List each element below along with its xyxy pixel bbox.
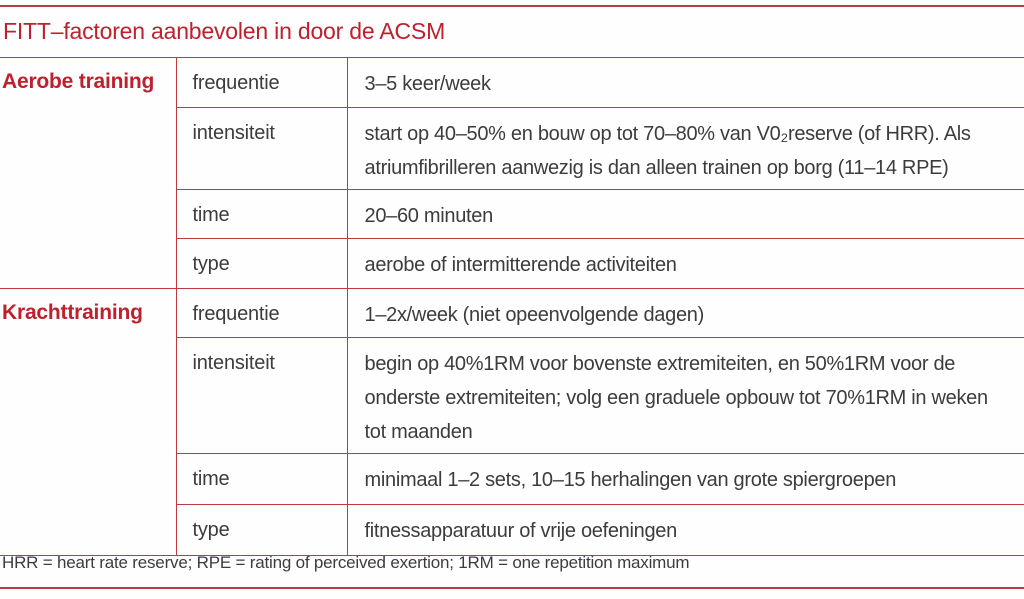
factor-cell: intensiteit [176, 108, 347, 190]
top-rule [0, 5, 1024, 7]
factor-cell: type [176, 505, 347, 556]
factor-cell: type [176, 239, 347, 289]
value-cell: begin op 40%1RM voor bovenste extremiteiten, en 50%1RM voor de onderste extremiteiten; volg een graduele opbouw tot 70%1RM in weken tot maanden [347, 338, 1024, 454]
factor-cell: frequentie [176, 289, 347, 338]
factor-cell: time [176, 190, 347, 239]
value-cell: minimaal 1–2 sets, 10–15 herhalingen van grote spiergroepen [347, 454, 1024, 505]
factor-cell: intensiteit [176, 338, 347, 454]
value-cell: start op 40–50% en bouw op tot 70–80% van V0₂reserve (of HRR). Als atriumfibrilleren aanwezig is dan alleen trainen op borg (11–14 RPE) [347, 108, 1024, 190]
page-title: FITT–factoren aanbevolen in door de ACSM [3, 18, 446, 44]
group-cell-aerobe-training: Aerobe training [0, 58, 176, 289]
footnote: HRR = heart rate reserve; RPE = rating of perceived exertion; 1RM = one repetition maximum [2, 553, 690, 572]
value-cell: 20–60 minuten [347, 190, 1024, 239]
fitt-table [0, 57, 1024, 556]
value-cell: aerobe of intermitterende activiteiten [347, 239, 1024, 289]
table-row [0, 58, 1024, 108]
value-cell: 3–5 keer/week [347, 58, 1024, 108]
bottom-rule [0, 587, 1024, 589]
value-cell: fitnessapparatuur of vrije oefeningen [347, 505, 1024, 556]
factor-cell: time [176, 454, 347, 505]
table-row [0, 289, 1024, 338]
value-cell: 1–2x/week (niet opeenvolgende dagen) [347, 289, 1024, 338]
factor-cell: frequentie [176, 58, 347, 108]
group-cell-krachttraining: Krachttraining [0, 289, 176, 556]
